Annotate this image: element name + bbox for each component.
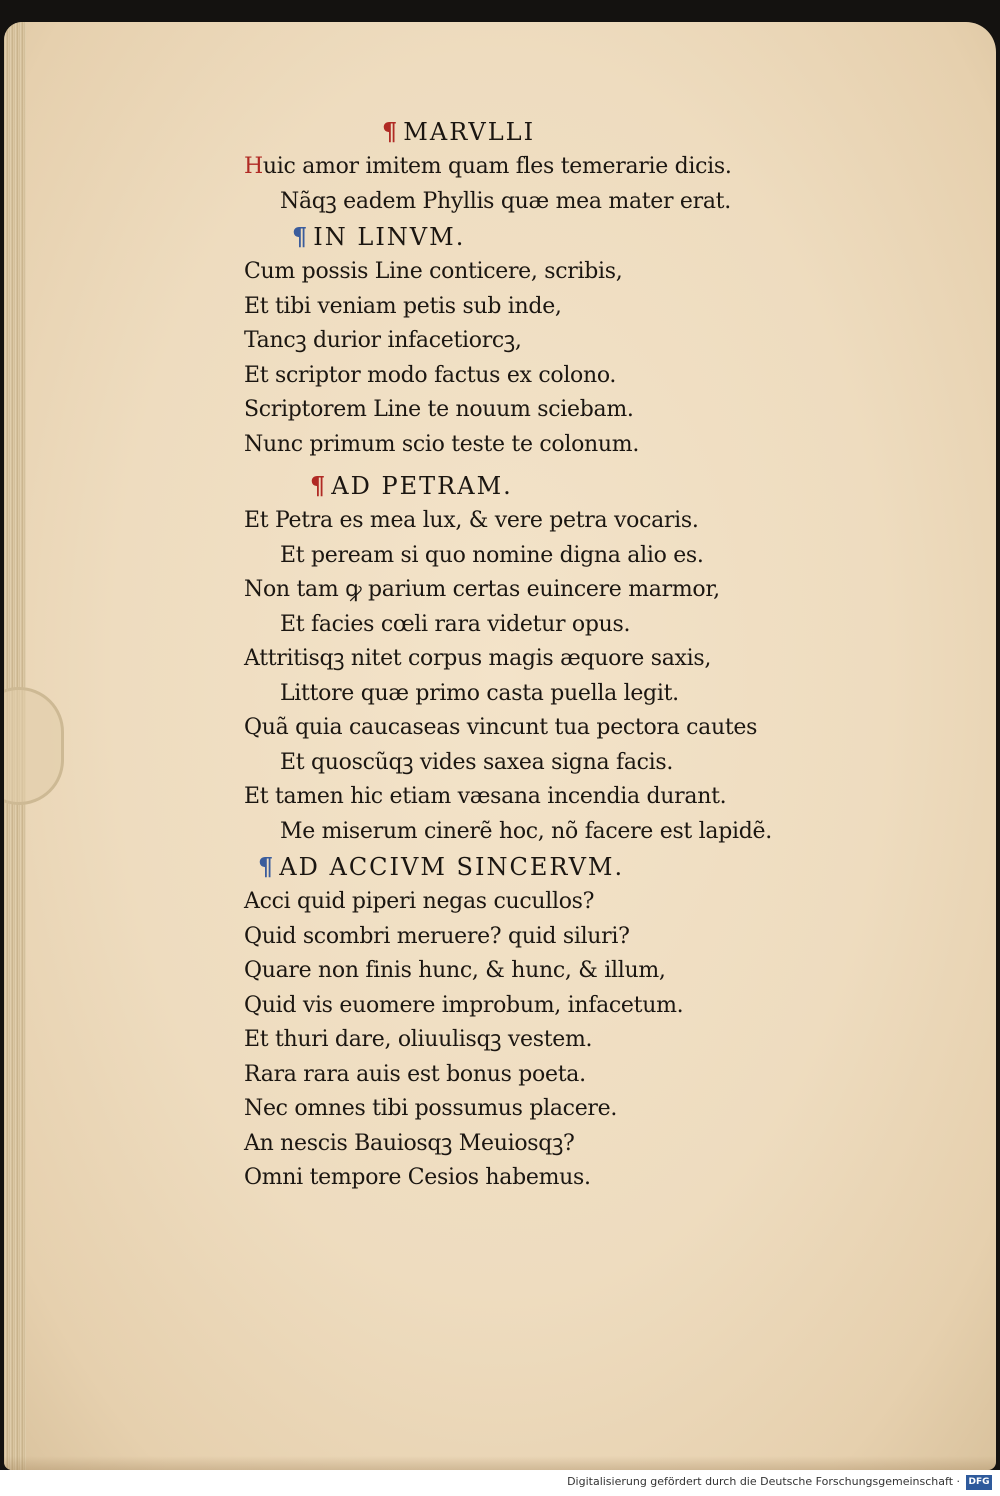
verse-line <box>244 324 864 359</box>
section-heading-text: IN LINVM. <box>313 223 466 251</box>
verse-line <box>244 677 864 712</box>
verse-line <box>244 393 864 428</box>
verse-line <box>244 539 864 574</box>
verse-text: Scriptorem Line te nouum sciebam. <box>244 397 634 422</box>
verse-text: Nãqꝫ eadem Phyllis quæ mea mater erat. <box>280 188 731 214</box>
verse-line <box>244 1127 864 1162</box>
verse-text: Cum possis Line conticere, scribis, <box>244 259 623 284</box>
verse-text: Et Petra es mea lux, & vere petra vocaris. <box>244 508 699 533</box>
verse-text: Et quoscũqꝫ vides saxea signa facis. <box>280 749 674 775</box>
section-heading <box>244 219 864 255</box>
digitization-footer <box>0 1470 1000 1496</box>
verse-line <box>244 150 864 185</box>
verse-text: Attritisqꝫ nitet corpus magis æquore saxis, <box>244 646 712 671</box>
verse-text: Nunc primum scio teste te colonum. <box>244 431 640 457</box>
running-head-text: MARVLLI <box>403 118 536 146</box>
verse-line <box>244 746 864 781</box>
verse-line <box>244 920 864 955</box>
verse-text: Et peream si quo nomine digna alio es. <box>280 542 704 568</box>
verse-line <box>244 573 864 608</box>
section-heading-text: AD PETRAM. <box>331 472 513 500</box>
paragraph-mark-icon: ¶ <box>310 471 328 500</box>
verse-text: Rara rara auis est bonus poeta. <box>244 1061 586 1087</box>
footer-credit: Digitalisierung gefördert durch die Deutsche Forschungsgemeinschaft · <box>567 1475 960 1488</box>
verse-line <box>244 1161 864 1196</box>
verse-text: Omni tempore Cesios habemus. <box>244 1165 591 1190</box>
book-clasp <box>4 687 64 805</box>
section-heading <box>244 849 864 885</box>
verse-text: Acci quid piperi negas cucullos? <box>244 889 595 914</box>
verse-text: Me miserum cinerẽ hoc, nõ facere est lapidẽ. <box>280 818 772 844</box>
verse-line <box>244 1058 864 1093</box>
page-bottom-shadow <box>4 1456 996 1470</box>
paragraph-mark-icon: ¶ <box>382 117 400 146</box>
verse-text: Nec omnes tibi possumus placere. <box>244 1096 618 1121</box>
verse-text: Quã quia caucaseas vincunt tua pectora cautes <box>244 715 758 740</box>
verse-line <box>244 989 864 1024</box>
verse-line <box>244 255 864 290</box>
verse-line <box>244 780 864 815</box>
verse-text: Et facies cœli rara videtur opus. <box>280 611 631 637</box>
dfg-logo: DFG <box>966 1475 992 1490</box>
section-heading <box>244 468 864 504</box>
verse-text: Tancꝫ durior infacetiorcꝫ, <box>244 328 522 353</box>
running-head <box>244 114 864 150</box>
verse-text: Et tamen hic etiam væsana incendia durant. <box>244 784 727 809</box>
verse-text: Littore quæ primo casta puella legit. <box>280 680 679 706</box>
verse-text: Quid scombri meruere? quid siluri? <box>244 923 630 949</box>
verse-line <box>244 642 864 677</box>
verse-line <box>244 504 864 539</box>
verse-line <box>244 885 864 920</box>
verse-text: Et tibi veniam petis sub inde, <box>244 293 562 319</box>
verse-line <box>244 428 864 463</box>
page-text <box>244 114 864 1196</box>
verse-text: Quare non finis hunc, & hunc, & illum, <box>244 958 666 983</box>
initial-capital: H <box>244 154 263 179</box>
verse-text: uic amor imitem quam fles temerarie dicis. <box>262 154 732 179</box>
verse-text: An nescis Bauiosqꝫ Meuiosqꝫ? <box>244 1130 575 1156</box>
verse-line <box>244 711 864 746</box>
book-page <box>4 22 996 1470</box>
verse-line <box>244 359 864 394</box>
verse-line <box>244 815 864 850</box>
verse-line <box>244 608 864 643</box>
verse-line <box>244 185 864 220</box>
verse-line <box>244 1092 864 1127</box>
verse-line <box>244 954 864 989</box>
paragraph-mark-icon: ¶ <box>258 852 276 881</box>
verse-line <box>244 1023 864 1058</box>
verse-text: Et scriptor modo factus ex colono. <box>244 362 617 388</box>
paragraph-mark-icon: ¶ <box>292 222 310 251</box>
verse-line <box>244 290 864 325</box>
verse-text: Et thuri dare, oliuulisqꝫ vestem. <box>244 1027 593 1052</box>
verse-text: Non tam ꝙ parium certas euincere marmor, <box>244 577 720 602</box>
verse-text: Quid vis euomere improbum, infacetum. <box>244 992 684 1018</box>
section-heading-text: AD ACCIVM SINCERVM. <box>279 853 625 881</box>
